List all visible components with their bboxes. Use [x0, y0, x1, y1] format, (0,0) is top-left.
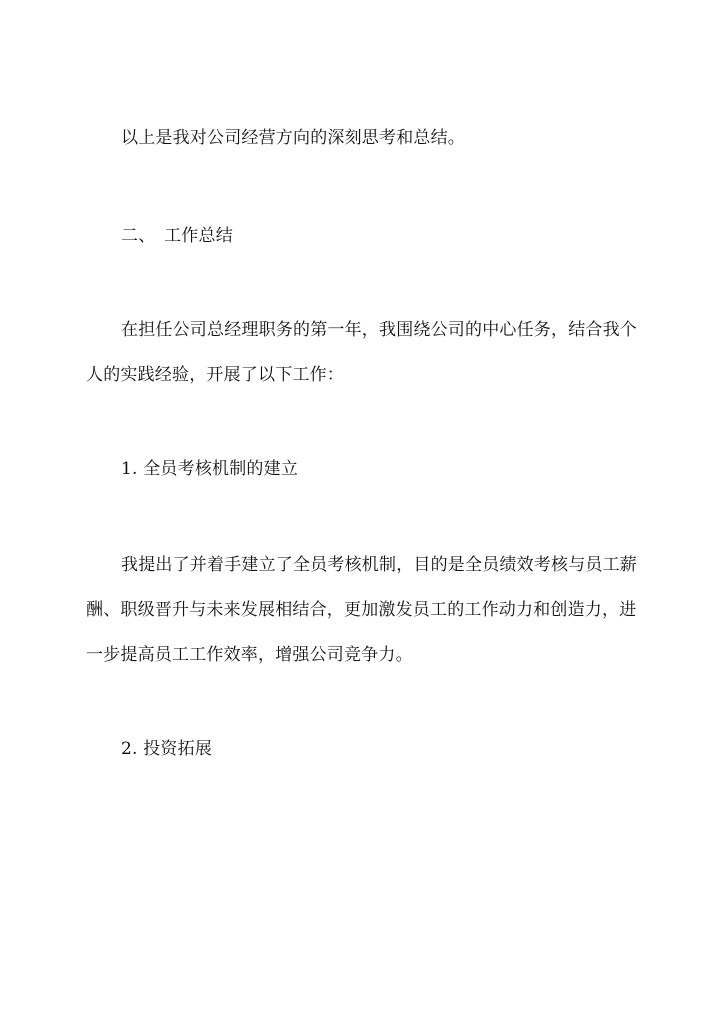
item-1-heading: 1. 全员考核机制的建立	[121, 459, 299, 479]
section-two-heading: 二、 工作总结	[121, 226, 233, 246]
intro-paragraph-line-1: 在担任公司总经理职务的第一年，我围绕公司的中心任务，结合我个	[121, 320, 637, 340]
intro-paragraph-line-2: 人的实践经验，开展了以下工作：	[86, 365, 344, 385]
item-1-paragraph-line-2: 酬、职级晋升与未来发展相结合，更加激发员工的工作动力和创造力，进	[86, 600, 637, 620]
item-2-heading: 2. 投资拓展	[121, 739, 213, 759]
item-1-paragraph-line-3: 一步提高员工工作效率，增强公司竞争力。	[86, 645, 413, 665]
item-1-paragraph-line-1: 我提出了并着手建立了全员考核机制，目的是全员绩效考核与员工薪	[121, 555, 637, 575]
summary-paragraph: 以上是我对公司经营方向的深刻思考和总结。	[121, 128, 465, 148]
